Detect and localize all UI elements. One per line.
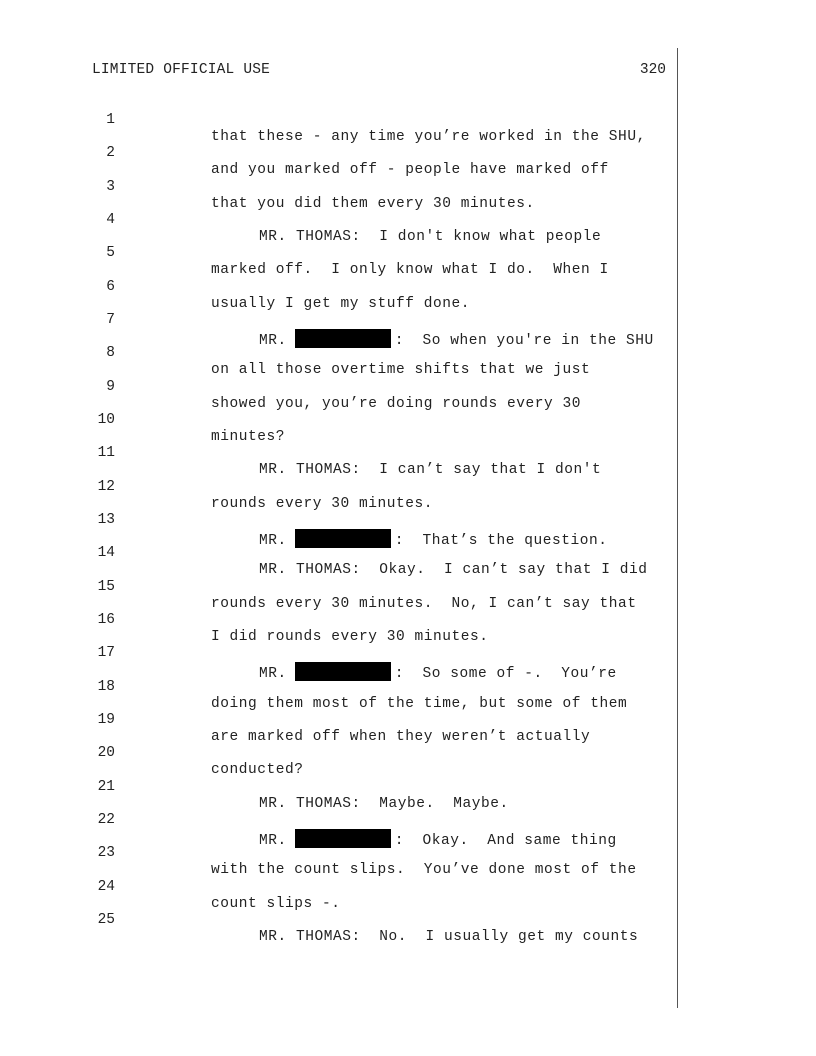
transcript-line-7 — [0, 295, 816, 349]
line-number: 1 — [106, 112, 115, 128]
line-number: 17 — [97, 645, 115, 662]
line-number: 10 — [97, 411, 115, 428]
line-number: 8 — [106, 345, 115, 362]
transcript-line-13 — [0, 495, 816, 549]
line-text: count slips -. — [211, 895, 341, 912]
line-number: 21 — [97, 778, 115, 795]
line-number: 16 — [97, 611, 115, 628]
speech-text: : So when you're in the SHU — [394, 332, 654, 349]
line-text: conducted? — [211, 762, 304, 779]
line-text: minutes? — [211, 428, 286, 445]
transcript-line-10 — [0, 395, 816, 445]
line-text: are marked off when they weren’t actually — [211, 728, 591, 745]
line-number: 15 — [97, 578, 115, 595]
speaker-label: MR. — [259, 532, 287, 549]
transcript-line-1 — [0, 95, 816, 145]
line-number: 13 — [97, 511, 115, 528]
transcript-line-12 — [0, 462, 816, 512]
line-number: 12 — [97, 478, 115, 495]
speaker-label: MR. — [259, 332, 287, 349]
transcript-line-16 — [0, 595, 816, 645]
line-text: rounds every 30 minutes. No, I can’t say that — [211, 595, 637, 612]
transcript-line-24 — [0, 862, 816, 912]
transcript-line-15 — [0, 562, 816, 612]
transcript-line-2 — [0, 128, 816, 179]
transcript-line-23 — [0, 828, 816, 879]
line-number: 19 — [97, 711, 115, 728]
transcript-line-3 — [0, 162, 816, 212]
transcript-line-20 — [0, 728, 816, 779]
speaker-label: MR. — [259, 832, 287, 849]
line-number: 2 — [106, 145, 115, 162]
transcript-line-22 — [0, 795, 816, 849]
transcript-line-8 — [0, 328, 816, 379]
line-text: and you marked off - people have marked off — [211, 162, 609, 179]
line-text: MR. THOMAS: I can’t say that I don't — [259, 462, 602, 479]
transcript-line-11 — [0, 428, 816, 479]
line-text: on all those overtime shifts that we just — [211, 362, 591, 379]
speech-text: : Okay. And same thing — [394, 832, 617, 849]
line-number: 3 — [106, 178, 115, 195]
transcript-line-17 — [0, 628, 816, 683]
line-number: 11 — [97, 445, 115, 462]
page-number: 320 — [639, 62, 666, 78]
line-number: 14 — [97, 545, 115, 562]
line-number: 24 — [97, 878, 115, 895]
line-text: rounds every 30 minutes. — [211, 495, 434, 512]
transcript-line-6 — [0, 262, 816, 312]
transcript-line-18 — [0, 662, 816, 712]
transcript-line-4 — [0, 195, 816, 245]
line-text: showed you, you’re doing rounds every 30 — [211, 395, 582, 412]
line-number: 9 — [106, 378, 115, 395]
transcript-line-21 — [0, 762, 816, 812]
line-number: 4 — [106, 211, 115, 228]
transcript-line-25 — [0, 895, 816, 945]
line-text: MR. THOMAS: I don't know what people — [259, 228, 602, 245]
line-number: 6 — [106, 278, 115, 295]
transcript-lines — [0, 95, 816, 945]
line-text: marked off. I only know what I do. When I — [211, 262, 609, 279]
line-number: 22 — [97, 811, 115, 828]
line-number: 7 — [106, 311, 115, 328]
transcript-line-9 — [0, 362, 816, 412]
transcript-line-14 — [0, 528, 816, 579]
line-text: MR. THOMAS: No. I usually get my counts — [259, 928, 639, 945]
line-text: that you did them every 30 minutes. — [211, 195, 535, 212]
line-text: MR. THOMAS: Okay. I can’t say that I did — [259, 562, 648, 579]
line-number: 23 — [97, 845, 115, 862]
speech-text: : That’s the question. — [394, 532, 608, 549]
transcript-line-19 — [0, 695, 816, 745]
line-number: 25 — [97, 911, 115, 928]
transcript-line-5 — [0, 228, 816, 279]
line-text: that these - any time you’re worked in the SHU, — [211, 129, 646, 145]
line-number: 20 — [97, 745, 115, 762]
line-text: I did rounds every 30 minutes. — [211, 628, 489, 645]
line-text: with the count slips. You’ve done most of the — [211, 862, 637, 879]
speaker-label: MR. — [259, 666, 287, 683]
line-text: MR. THOMAS: Maybe. Maybe. — [259, 795, 509, 812]
speech-text: : So some of -. You’re — [394, 666, 617, 683]
line-number: 18 — [97, 678, 115, 695]
classification-header: LIMITED OFFICIAL USE — [92, 62, 271, 78]
line-text: usually I get my stuff done. — [211, 295, 471, 312]
line-text: doing them most of the time, but some of them — [211, 695, 628, 712]
line-number: 5 — [106, 245, 115, 262]
